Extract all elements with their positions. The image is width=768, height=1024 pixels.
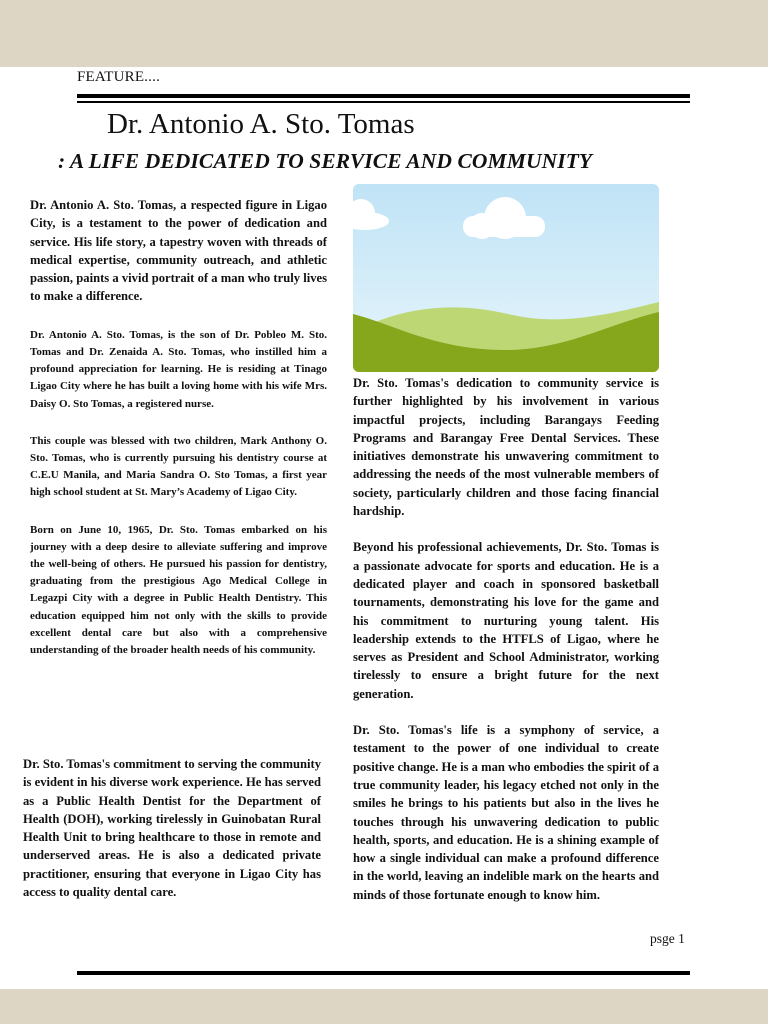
footer-rule [77,971,690,975]
page-number: psge 1 [650,931,685,946]
article-title: Dr. Antonio A. Sto. Tomas [107,108,415,140]
paragraph-family: Dr. Antonio A. Sto. Tomas, is the son of Dr. Pobleo M. Sto. Tomas and Dr. Zenaida A. Sto. Tomas, who instilled him a profound appreciation for learning. He is residing at Tinago Ligao City where he has built a loving home with his wife Mrs. Daisy O. Sto Tomas, a registered nurse. [30,328,327,410]
bottom-band [0,989,768,1024]
paragraph-sports-education: Beyond his professional achievements, Dr. Sto. Tomas is a passionate advocate for sports and education. He is a dedicated player and coach in sponsored basketball tournaments, demonstrating his love for the game and his commitment to nurturing young talent. His leadership extends to the HTFLS of Ligao, where he serves as President and School Administrator, working tirelessly to ensure a bright future for the next generation. [353,540,659,701]
right-column [353,374,659,904]
paragraph-experience: Dr. Sto. Tomas's commitment to serving the community is evident in his diverse work experience. He has served as a Public Health Dentist for the Department of Health (DOH), working tirelessly in Guinobatan Rural Health Unit to bring healthcare to those in remote and underserved areas. He is also a dedicated private practitioner, ensuring that everyone in Ligao City has access to quality dental care. [23,757,321,900]
paragraph-community-service: Dr. Sto. Tomas's dedication to community service is further highlighted by his involvement in various impactful projects, including Barangays Feeding Programs and Barangay Free Dental Services. These initiatives demonstrate his unwavering commitment to addressing the needs of the most vulnerable members of society, particularly children and those facing financial hardship. [353,376,659,519]
header-rule-thick [77,94,690,98]
section-label: FEATURE.... [77,69,161,85]
paragraph-legacy: Dr. Sto. Tomas's life is a symphony of service, a testament to the power of one individual to create positive change. He is a man who embodies the spirit of a true community leader, his legacy etched not only in the smiles he brings to his patients but also in the lives he touches through his unwavering dedication to public health, sports, and education. He is a shining example of how a single individual can make a profound difference in the world, leaving an indelible mark on the hearts and minds of those fortunate enough to know him. [353,723,659,902]
paragraph-education: Born on June 10, 1965, Dr. Sto. Tomas embarked on his journey with a deep desire to alleviate suffering and improve the well-being of others. He pursued his passion for dentistry, graduating from the prestigious Ago Medical College in Legazpi City with a degree in Public Health Dentistry. This education equipped him not only with the skills to provide excellent dental care but also with a comprehensive understanding of the broader health needs of his community. [30,523,327,657]
top-band [0,0,768,67]
header-rule-thin [77,101,690,103]
paragraph-children: This couple was blessed with two children, Mark Anthony O. Sto. Tomas, who is currently pursuing his dentistry course at C.E.U Manila, and Maria Sandra O. Sto Tomas, a first year high school student at St. Mary’s Academy of Ligao City. [30,434,327,499]
left-column [30,196,327,659]
landscape-image [353,184,659,372]
paragraph-intro: Dr. Antonio A. Sto. Tomas, a respected figure in Ligao City, is a testament to the power of dedication and service. His life story, a tapestry woven with threads of medical expertise, community outreach, and athletic passion, paints a vivid portrait of a man who truly lives to make a difference. [30,198,327,304]
left-column-lower [23,755,321,901]
article-subtitle: : A LIFE DEDICATED TO SERVICE AND COMMUNITY [58,149,593,173]
